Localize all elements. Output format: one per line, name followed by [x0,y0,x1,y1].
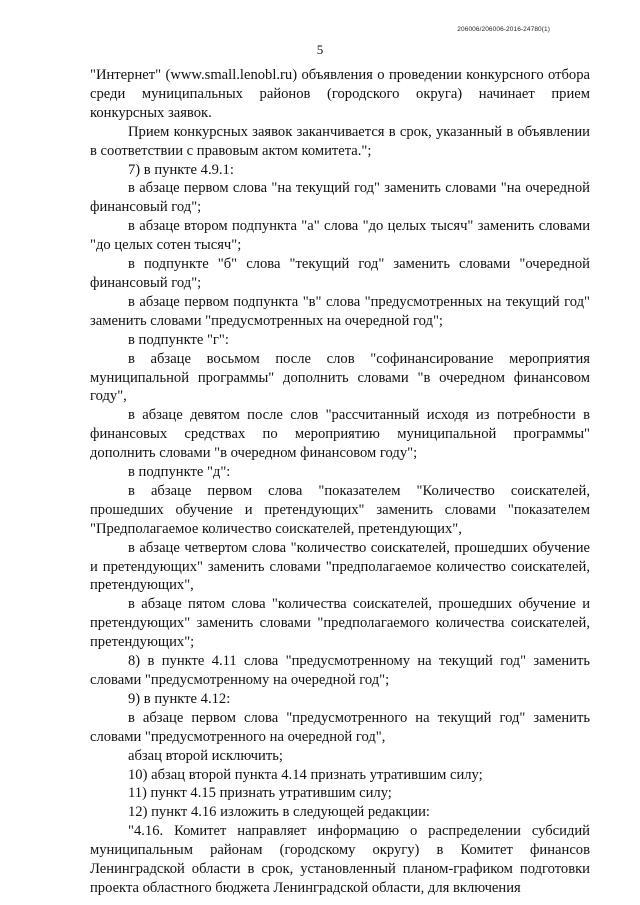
paragraph-amendment: в абзаце первом слова "предусмотренного на текущий год" заменить словами "предусмотренного на очередной год", [90,709,590,745]
paragraph-amendment: абзац второй исключить; [128,747,283,764]
paragraph-amendment: в абзаце девятом после слов "рассчитанный исходя из потребности в финансовых средствах по мероприятию муниципальной программы" дополнить словами "в очередном финансовом году"; [90,407,590,462]
paragraph-clause-4-16: "4.16. Комитет направляет информацию о распределении субсидий муниципальным районам (городскому округу) в Комитет финансов Ленинградской области в срок, установленный планом-графиком подготовки проекта областного бюджета Ленинградской области, для включения [90,823,590,896]
paragraph-item-9: 9) в пункте 4.12: [128,690,231,707]
paragraph-application-deadline: Прием конкурсных заявок заканчивается в срок, указанный в объявлении в соответствии с правовым актом комитета."; [90,123,590,159]
paragraph-item-8: 8) в пункте 4.11 слова "предусмотренному на текущий год" заменить словами "предусмотренному на очередной год"; [90,653,590,688]
paragraph-subitem-g: в подпункте "г": [128,331,229,348]
paragraph-item-7: 7) в пункте 4.9.1: [128,161,234,178]
paragraph-amendment: в абзаце первом подпункта "в" слова "предусмотренных на текущий год" заменить словами "предусмотренных на очередной год"; [90,293,590,329]
paragraph-amendment: в подпункте "б" слова "текущий год" заменить словами "очередной финансовый год"; [90,256,590,291]
paragraph-continuation: "Интернет" (www.small.lenobl.ru) объявления о проведении конкурсного отбора среди муниципальных районов (городского округа) начинает прием конкурсных заявок. [90,67,590,121]
paragraph-amendment: в абзаце пятом слова "количества соискателей, прошедших обучение и претендующих" заменить словами "предполагаемого количества соискателей, претендующих"; [90,596,590,651]
paragraph-amendment: в абзаце четвертом слова "количество соискателей, прошедших обучение и претендующих" заменить словами "предполагаемое количество соискателей, претендующих", [90,539,590,594]
paragraph-item-11: 11) пункт 4.15 признать утратившим силу; [128,785,392,802]
page-number: 5 [316,42,324,57]
paragraph-subitem-d: в подпункте "д": [128,464,231,481]
paragraph-amendment: в абзаце первом слова "на текущий год" заменить словами "на очередной финансовый год"; [90,180,590,216]
document-body [90,66,590,898]
document-code: 206006/206006-2016-24780(1) [457,26,550,33]
paragraph-amendment: в абзаце втором подпункта "а" слова "до целых тысяч" заменить словами "до целых сотен тысяч"; [90,218,590,254]
paragraph-amendment: в абзаце первом слова "показателем "Количество соискателей, прошедших обучение и претендующих" заменить словами "показателем "Предполагаемое количество соискателей, претендующих", [90,482,590,537]
paragraph-amendment: в абзаце восьмом после слов "софинансирование мероприятия муниципальной программы" дополнить словами "в очередном финансовом году", [90,350,590,405]
paragraph-item-10: 10) абзац второй пункта 4.14 признать утратившим силу; [128,766,483,783]
paragraph-item-12: 12) пункт 4.16 изложить в следующей редакции: [128,804,430,821]
